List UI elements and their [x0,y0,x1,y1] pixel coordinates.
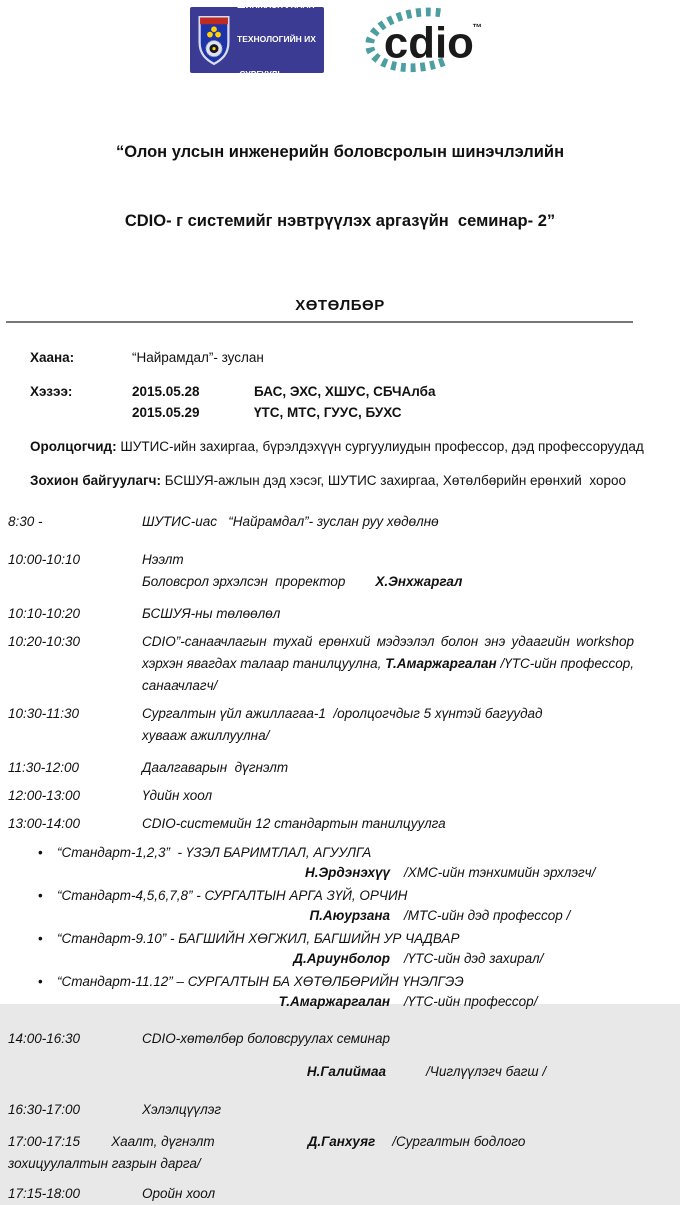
seminar-title-line1: “Олон улсын инженерийн боловсролын шинэчлэлийн [115,143,565,161]
schedule-row-1300 [0,813,680,835]
cdio-trademark: ™ [472,22,483,34]
desc-1020 [142,631,634,697]
schedule-row-1630 [0,1099,680,1121]
speaker-galiimaa: Н.Галиймаа [306,1064,386,1079]
time-1000: 10:00-10:10 [8,552,81,567]
schedule-row-1030 [0,703,680,747]
schedule-row-1400 [0,1028,680,1083]
desc-1715: Оройн хоол [142,1186,216,1201]
program-heading: ХӨТӨЛБӨР [295,297,385,314]
desc-1400-text: CDIO-хөтөлбөр боловсруулах семинар [142,1031,391,1046]
standard-speaker-row-2 [38,906,650,926]
participants-value: ШУТИС-ийн захиргаа, бүрэлдэхүүн сургуулиудын профессор, дэд профессоруудад [120,439,644,454]
standard-speaker-row-4 [38,992,650,1012]
speaker-amarjargalan-1: Т.Амаржаргалан [385,656,497,671]
time-1200: 12:00-13:00 [8,788,81,803]
cdio-logo [342,5,490,75]
when-date-2: 2015.05.29 [132,405,200,420]
standard-title-3: • “Стандарт-9.10” - БАГШИЙН ХӨГЖИЛ, БАГШИЙН УР ЧАДВАР [38,929,650,949]
desc-1030 [142,703,634,747]
header-logos [0,0,680,79]
participants-row [30,436,652,457]
seminar-title [0,95,680,279]
divider [6,321,633,323]
speaker-ayurzana: П.Аюурзана [309,908,390,923]
time-1020: 10:20-10:30 [8,634,81,649]
desc-1400 [142,1028,634,1083]
speaker-gankhuyag-role: /Сургалтын бодлого зохицуулалтын газрын дарга/ [8,1134,530,1171]
desc-1020-pre: CDIO”-санаачлагын тухай ерөнхий мэдээлэл болон энэ удаагийн workshop хэрхэн явагдах талаар танилцуулна, [142,634,634,671]
desc-1200: Үдийн хоол [142,788,213,803]
desc-1010: БСШУЯ-ны төлөөлөл [142,606,281,621]
organizer-value: БСШУЯ-ажлын дэд хэсэг, ШУТИС захиргаа, Хөтөлбөрийн ерөнхий хороо [164,473,626,488]
time-1010: 10:10-10:20 [8,606,81,621]
desc-1000 [142,549,634,593]
when-orgs-1: БАС, ЭХС, ХШУС, СБЧАлба [254,384,436,399]
schedule-row-1020 [0,631,680,697]
when-date-1: 2015.05.28 [132,384,200,399]
time-1130: 11:30-12:00 [8,760,80,775]
time-1715: 17:15-18:00 [8,1186,81,1201]
speaker-gankhuyag: Д.Ганхуяг [307,1134,376,1149]
time-1300: 13:00-14:00 [8,816,81,831]
university-logo-line2: ТЕХНОЛОГИЙН ИХ [237,34,316,45]
when-orgs-2: ҮТС, МТС, ГУУС, БУХС [254,405,402,420]
schedule-row-0830 [0,511,680,533]
where-label: Хаана: [30,350,75,365]
when-row [30,381,652,423]
desc-1000-text: Боловсрол эрхэлсэн проректор [142,574,346,589]
university-shield-icon [196,14,232,67]
info-section [30,347,652,491]
where-row [30,347,652,368]
speaker-ariunbolor: Д.Ариунболор [293,951,390,966]
desc-1030-line1: Сургалтын үйл ажиллагаа-1 /оролцогчдыг 5 хүнтэй багуудад [142,706,543,721]
standard-title-4: • “Стандарт-11.12” – СУРГАЛТЫН БА ХӨТӨЛБӨРИЙН ҮНЭЛГЭЭ [38,972,650,992]
when-label: Хэзээ: [30,384,73,399]
speaker-galiimaa-role: /Чиглүүлэгч багш / [426,1064,547,1079]
university-logo-text [237,0,316,103]
standard-title-1: • “Стандарт-1,2,3” - ҮЗЭЛ БАРИМТЛАЛ, АГУУЛГА [38,843,650,863]
standard-item-2 [38,886,650,926]
cdio-logo-text: cdio [383,18,474,68]
schedule-row-1715 [0,1183,680,1205]
time-1630: 16:30-17:00 [8,1102,81,1117]
schedule-section [0,511,680,1205]
standard-speaker-row-1 [38,863,650,883]
schedule-row-1010 [0,603,680,625]
desc-1000-line2 [142,571,634,593]
when-values [132,381,436,423]
organizer-row [30,470,652,491]
university-logo [190,0,324,79]
standard-item-1 [38,843,650,883]
standard-item-3 [38,929,650,969]
desc-0830: ШУТИС-иас “Найрамдал”- зуслан руу хөдөлнө [142,514,439,529]
schedule-row-1000 [0,549,680,593]
standards-list [0,843,680,1012]
speaker-erdenekhuu-role: /ХМС-ийн тэнхимийн эрхлэгч/ [404,865,596,880]
desc-1030-line2: хувааж ажиллуулна/ [142,728,270,743]
desc-1000-line1: Нээлт [142,552,184,567]
time-1700: 17:00-17:15 [8,1134,81,1149]
participants-label: Оролцогчид: [30,439,117,454]
cdio-arc-icon [342,5,490,75]
time-1400: 14:00-16:30 [8,1031,81,1046]
desc-1630: Хэлэлцүүлэг [142,1102,222,1117]
standard-title-2: • “Стандарт-4,5,6,7,8” - СУРГАЛТЫН АРГА ЗҮЙ, ОРЧИН [38,886,650,906]
speaker-ayurzana-role: /МТС-ийн дэд профессор / [404,908,571,923]
when-row-1 [132,381,436,402]
desc-1130: Даалгаварын дүгнэлт [142,760,289,775]
speaker-amarjargalan-2: Т.Амаржаргалан [278,994,390,1009]
desc-1300: CDIO-системийн 12 стандартын танилцуулга [142,816,446,831]
speaker-erdenekhuu: Н.Эрдэнэхүү [304,865,390,880]
speaker-enkhjargal: Х.Энхжаргал [375,574,463,589]
university-logo-line3: СУРГУУЛЬ [237,68,284,79]
organizer-label: Зохион байгуулагч: [30,473,161,488]
time-0830: 8:30 - [8,514,43,529]
desc-1700-pre: Хаалт, дүгнэлт [111,1134,215,1149]
standard-speaker-row-3 [38,949,650,969]
seminar-title-line2: CDIO- г системийг нэвтрүүлэх аргазүйн семинар- 2” [124,212,556,230]
speaker-row-1400 [142,1061,634,1083]
schedule-row-1700 [0,1131,564,1175]
speaker-amarjargalan-2-role: /ҮТС-ийн профессор/ [404,994,538,1009]
desc-1020-post: /ҮТС-ийн профессор, санаачлагч/ [142,656,635,693]
schedule-row-1130 [0,757,680,779]
standard-item-4 [38,972,650,1012]
time-1030: 10:30-11:30 [8,706,80,721]
when-row-2 [132,402,436,423]
schedule-row-1200 [0,785,680,807]
university-logo-line1: ШИНЖЛЭХ УХААН [237,0,315,10]
where-value: “Найрамдал”- зуслан [132,350,264,365]
speaker-ariunbolor-role: /ҮТС-ийн дэд захирал/ [404,951,544,966]
